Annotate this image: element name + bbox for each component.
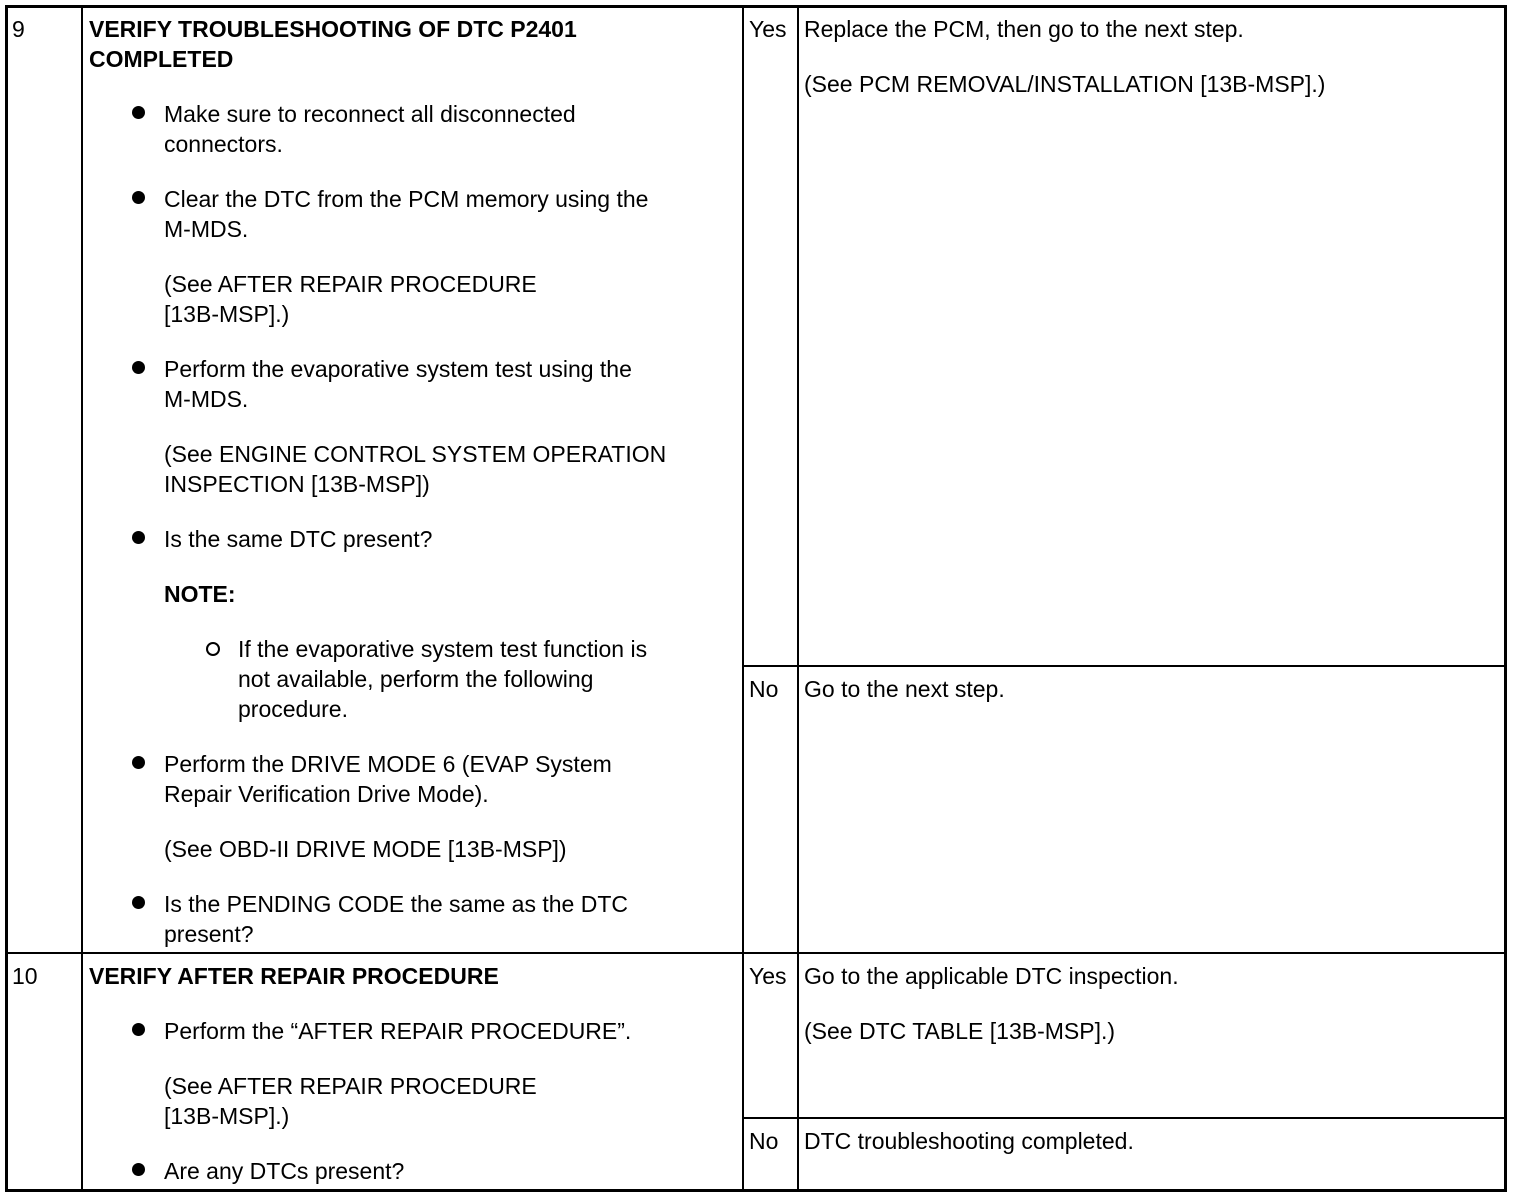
bullet-text: Perform the DRIVE MODE 6 (EVAP System <box>164 751 612 777</box>
yes-action: Replace the PCM, then go to the next step. <box>804 16 1244 42</box>
row-divider <box>5 952 1507 954</box>
bullet-text: M-MDS. <box>164 386 249 412</box>
note-label: NOTE: <box>164 581 236 607</box>
no-label: No <box>749 676 779 702</box>
bullet-dot <box>132 1023 145 1036</box>
reference-text: (See OBD-II DRIVE MODE [13B-MSP]) <box>164 836 567 862</box>
bullet-dot <box>132 106 145 119</box>
yes-label: Yes <box>749 963 787 989</box>
result-divider <box>742 1117 1507 1119</box>
column-divider <box>797 5 799 1192</box>
step-title: VERIFY TROUBLESHOOTING OF DTC P2401 <box>89 16 577 42</box>
result-divider <box>742 665 1507 667</box>
bullet-dot <box>132 896 145 909</box>
yes-reference: (See PCM REMOVAL/INSTALLATION [13B-MSP].) <box>804 71 1326 97</box>
sub-bullet-circle <box>206 642 220 656</box>
reference-text: (See AFTER REPAIR PROCEDURE <box>164 1073 537 1099</box>
no-action: Go to the next step. <box>804 676 1005 702</box>
bullet-text: Is the same DTC present? <box>164 526 433 552</box>
bullet-dot <box>132 1163 145 1176</box>
bullet-dot <box>132 191 145 204</box>
bullet-dot <box>132 361 145 374</box>
reference-text: [13B-MSP].) <box>164 301 290 327</box>
bullet-text: Are any DTCs present? <box>164 1158 405 1184</box>
sub-bullet-text: procedure. <box>238 696 348 722</box>
reference-text: (See ENGINE CONTROL SYSTEM OPERATION <box>164 441 667 467</box>
bullet-text: Perform the evaporative system test using the <box>164 356 632 382</box>
yes-reference: (See DTC TABLE [13B-MSP].) <box>804 1018 1116 1044</box>
reference-text: INSPECTION [13B-MSP]) <box>164 471 430 497</box>
bullet-text: Is the PENDING CODE the same as the DTC <box>164 891 628 917</box>
no-action: DTC troubleshooting completed. <box>804 1128 1134 1154</box>
sub-bullet-text: not available, perform the following <box>238 666 594 692</box>
bullet-text: Perform the “AFTER REPAIR PROCEDURE”. <box>164 1018 632 1044</box>
bullet-text: Clear the DTC from the PCM memory using the <box>164 186 649 212</box>
bullet-dot <box>132 531 145 544</box>
column-divider <box>742 5 744 1192</box>
yes-label: Yes <box>749 16 787 42</box>
column-divider <box>81 5 83 1192</box>
bullet-dot <box>132 756 145 769</box>
yes-action: Go to the applicable DTC inspection. <box>804 963 1179 989</box>
sub-bullet-text: If the evaporative system test function is <box>238 636 648 662</box>
bullet-text: Make sure to reconnect all disconnected <box>164 101 576 127</box>
bullet-text: M-MDS. <box>164 216 249 242</box>
bullet-text: present? <box>164 921 254 947</box>
reference-text: [13B-MSP].) <box>164 1103 290 1129</box>
step-number: 10 <box>12 963 38 989</box>
no-label: No <box>749 1128 779 1154</box>
step-number: 9 <box>12 16 25 42</box>
bullet-text: Repair Verification Drive Mode). <box>164 781 489 807</box>
step-title: COMPLETED <box>89 46 234 72</box>
reference-text: (See AFTER REPAIR PROCEDURE <box>164 271 537 297</box>
step-title: VERIFY AFTER REPAIR PROCEDURE <box>89 963 499 989</box>
bullet-text: connectors. <box>164 131 283 157</box>
